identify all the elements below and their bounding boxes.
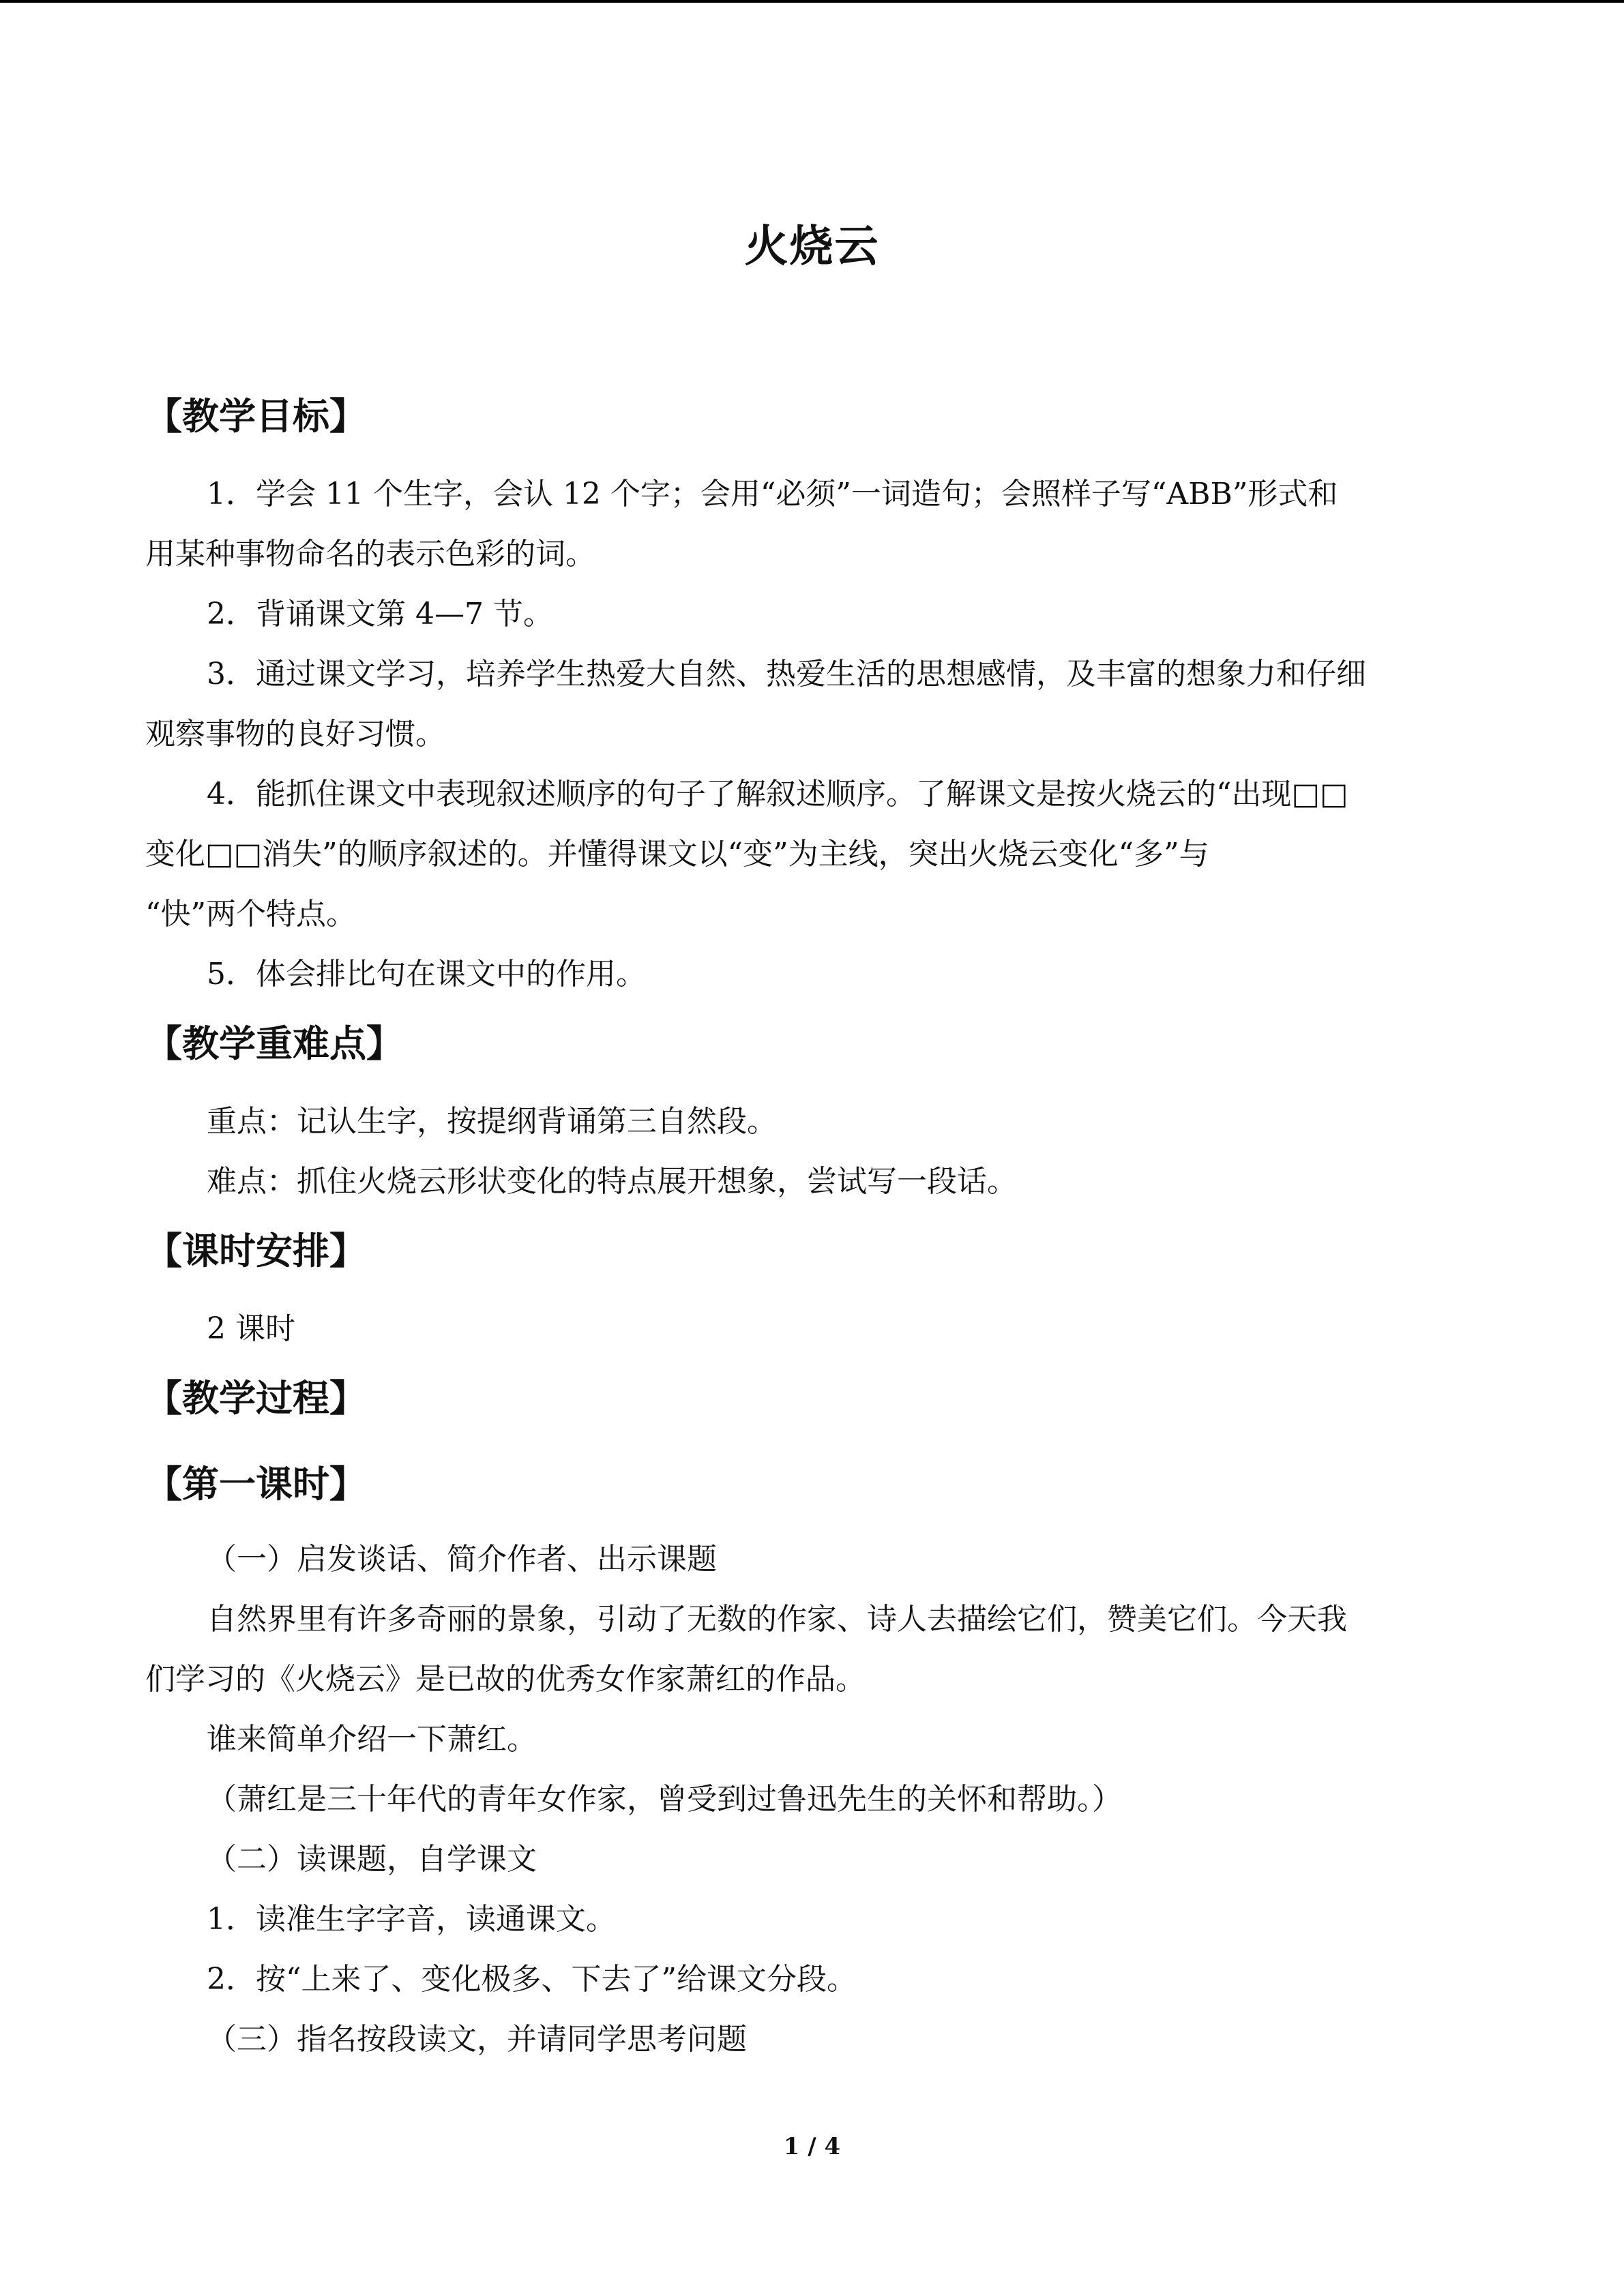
lesson1-line-1: （一）启发谈话、简介作者、出示课题: [207, 1542, 717, 1577]
lesson1-line-9: （三）指名按段读文，并请同学思考问题: [207, 2022, 747, 2057]
objective-4-line1: 4．能抓住课文中表现叙述顺序的句子了解叙述顺序。了解课文是按火烧云的“出现□□: [207, 777, 1348, 811]
heading-schedule: 【课时安排】: [145, 1229, 366, 1272]
objective-2: 2．背诵课文第 4—7 节。: [207, 597, 553, 631]
lesson1-line-6: （二）读课题，自学课文: [207, 1842, 537, 1877]
objective-3-line1: 3．通过课文学习，培养学生热爱大自然、热爱生活的思想感情，及丰富的想象力和仔细: [207, 657, 1366, 691]
objective-3-line2: 观察事物的良好习惯。: [145, 717, 445, 751]
lesson1-line-4: 谁来简单介绍一下萧红。: [207, 1722, 537, 1757]
objective-5: 5．体会排比句在课文中的作用。: [207, 957, 646, 992]
heading-key-points: 【教学重难点】: [145, 1022, 403, 1065]
objective-1-line1: 1．学会 11 个生字，会认 12 个字；会用“必须”一词造句；会照样子写“ABB”形式和: [207, 477, 1338, 511]
top-border-line: [0, 0, 1624, 3]
heading-process: 【教学过程】: [145, 1377, 366, 1420]
document-title: 火烧云: [744, 222, 880, 272]
objective-4-line3: “快”两个特点。: [145, 897, 356, 931]
key-point-focus: 重点：记认生字，按提纲背诵第三自然段。: [207, 1104, 777, 1139]
lesson1-line-8: 2．按“上来了、变化极多、下去了”给课文分段。: [207, 1962, 857, 1997]
lesson1-line-2: 自然界里有许多奇丽的景象，引动了无数的作家、诗人去描绘它们，赞美它们。今天我: [207, 1602, 1347, 1637]
objective-4-line2: 变化□□消失”的顺序叙述的。并懂得课文以“变”为主线，突出火烧云变化“多”与: [145, 837, 1209, 871]
heading-objectives: 【教学目标】: [145, 395, 366, 438]
page-number: 1 / 4: [783, 2133, 841, 2160]
schedule-text: 2 课时: [207, 1311, 295, 1346]
key-point-difficulty: 难点：抓住火烧云形状变化的特点展开想象，尝试写一段话。: [207, 1164, 1017, 1199]
lesson1-line-3: 们学习的《火烧云》是已故的优秀女作家萧红的作品。: [145, 1662, 866, 1697]
heading-lesson-1: 【第一课时】: [145, 1463, 366, 1506]
lesson1-line-5: （萧红是三十年代的青年女作家，曾受到过鲁迅先生的关怀和帮助。）: [207, 1782, 1122, 1817]
lesson1-line-7: 1．读准生字字音，读通课文。: [207, 1902, 616, 1937]
objective-1-line2: 用某种事物命名的表示色彩的词。: [145, 537, 595, 571]
